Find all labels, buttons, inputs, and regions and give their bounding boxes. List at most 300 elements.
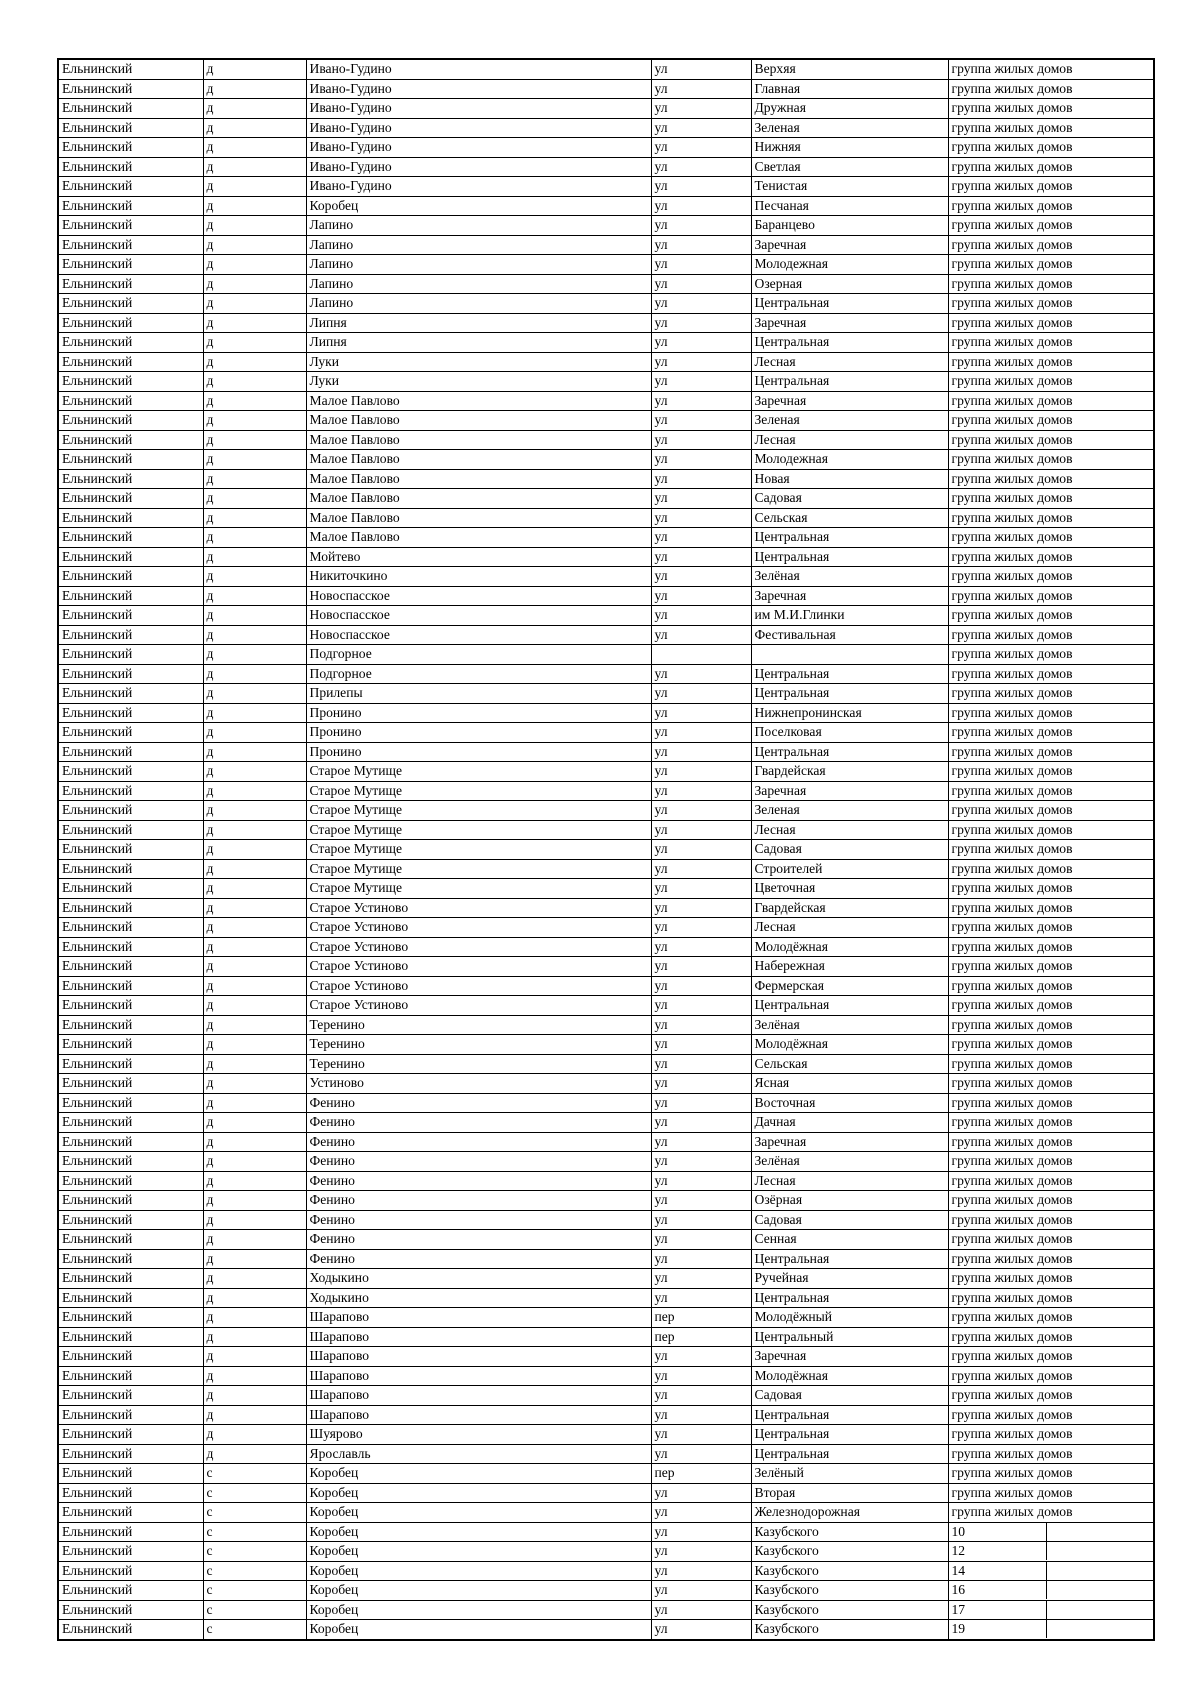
street-name-cell: Центральная — [751, 684, 948, 704]
table-row — [58, 99, 1154, 119]
street-name-cell: Садовая — [751, 1210, 948, 1230]
district-cell: Ельнинский — [58, 1113, 203, 1133]
district-cell: Ельнинский — [58, 294, 203, 314]
settlement-type-cell: д — [203, 1405, 306, 1425]
settlement-name-cell: Новоспасское — [306, 606, 651, 626]
street-type-cell: ул — [651, 606, 751, 626]
house-number: 12 — [949, 1542, 1047, 1560]
settlement-type-cell: д — [203, 352, 306, 372]
building-cell: группа жилых домов — [948, 157, 1154, 177]
building-cell: группа жилых домов — [948, 508, 1154, 528]
street-name-cell: Лесная — [751, 918, 948, 938]
table-row — [58, 1152, 1154, 1172]
district-cell: Ельнинский — [58, 1561, 203, 1581]
street-name-cell: Центральная — [751, 742, 948, 762]
district-cell: Ельнинский — [58, 1210, 203, 1230]
street-type-cell: ул — [651, 391, 751, 411]
settlement-type-cell: с — [203, 1600, 306, 1620]
table-row — [58, 1386, 1154, 1406]
settlement-type-cell: д — [203, 99, 306, 119]
settlement-name-cell: Ивано-Гудино — [306, 59, 651, 79]
table-row — [58, 352, 1154, 372]
settlement-name-cell: Малое Павлово — [306, 450, 651, 470]
settlement-name-cell: Ивано-Гудино — [306, 138, 651, 158]
street-type-cell: ул — [651, 1581, 751, 1601]
settlement-type-cell: д — [203, 703, 306, 723]
settlement-name-cell: Фенино — [306, 1113, 651, 1133]
street-type-cell: ул — [651, 898, 751, 918]
street-type-cell: ул — [651, 118, 751, 138]
street-type-cell: ул — [651, 976, 751, 996]
building-cell: группа жилых домов — [948, 1386, 1154, 1406]
street-type-cell: ул — [651, 1152, 751, 1172]
settlement-name-cell: Подгорное — [306, 645, 651, 665]
settlement-name-cell: Малое Павлово — [306, 528, 651, 548]
district-cell: Ельнинский — [58, 1015, 203, 1035]
street-name-cell: Озерная — [751, 274, 948, 294]
table-row — [58, 742, 1154, 762]
house-number: 17 — [949, 1601, 1047, 1619]
street-type-cell: ул — [651, 1288, 751, 1308]
table-row — [58, 703, 1154, 723]
street-name-cell: Заречная — [751, 391, 948, 411]
street-type-cell: ул — [651, 723, 751, 743]
building-cell: группа жилых домов — [948, 859, 1154, 879]
street-name-cell: Центральная — [751, 1425, 948, 1445]
table-row — [58, 840, 1154, 860]
district-cell: Ельнинский — [58, 216, 203, 236]
address-table-body — [58, 59, 1154, 1640]
street-type-cell: ул — [651, 274, 751, 294]
street-type-cell: ул — [651, 157, 751, 177]
street-name-cell: Заречная — [751, 1132, 948, 1152]
settlement-type-cell: д — [203, 255, 306, 275]
building-cell: группа жилых домов — [948, 352, 1154, 372]
street-name-cell: Лесная — [751, 820, 948, 840]
street-name-cell: Лесная — [751, 352, 948, 372]
settlement-name-cell: Коробец — [306, 196, 651, 216]
building-cell: группа жилых домов — [948, 1191, 1154, 1211]
district-cell: Ельнинский — [58, 489, 203, 509]
settlement-type-cell: д — [203, 1191, 306, 1211]
settlement-type-cell: с — [203, 1581, 306, 1601]
street-type-cell: ул — [651, 294, 751, 314]
settlement-type-cell: д — [203, 1210, 306, 1230]
building-cell — [948, 1561, 1154, 1581]
settlement-name-cell: Старое Устиново — [306, 996, 651, 1016]
settlement-type-cell: д — [203, 664, 306, 684]
district-cell: Ельнинский — [58, 1425, 203, 1445]
table-row — [58, 333, 1154, 353]
settlement-type-cell: д — [203, 372, 306, 392]
settlement-type-cell: д — [203, 1152, 306, 1172]
table-row — [58, 976, 1154, 996]
district-cell: Ельнинский — [58, 196, 203, 216]
settlement-type-cell: д — [203, 996, 306, 1016]
table-row — [58, 1405, 1154, 1425]
table-row — [58, 235, 1154, 255]
settlement-name-cell: Старое Устиново — [306, 957, 651, 977]
district-cell: Ельнинский — [58, 411, 203, 431]
district-cell: Ельнинский — [58, 1152, 203, 1172]
district-cell: Ельнинский — [58, 1132, 203, 1152]
building-cell: группа жилых домов — [948, 1288, 1154, 1308]
settlement-type-cell: д — [203, 625, 306, 645]
street-name-cell: Казубского — [751, 1620, 948, 1640]
district-cell: Ельнинский — [58, 1035, 203, 1055]
street-name-cell: Зеленая — [751, 801, 948, 821]
district-cell: Ельнинский — [58, 1366, 203, 1386]
settlement-type-cell: д — [203, 1132, 306, 1152]
street-name-cell: Главная — [751, 79, 948, 99]
district-cell: Ельнинский — [58, 1308, 203, 1328]
building-cell: группа жилых домов — [948, 1503, 1154, 1523]
street-type-cell: ул — [651, 1425, 751, 1445]
district-cell: Ельнинский — [58, 508, 203, 528]
settlement-name-cell: Старое Мутище — [306, 879, 651, 899]
settlement-type-cell: д — [203, 1269, 306, 1289]
settlement-name-cell: Малое Павлово — [306, 508, 651, 528]
street-name-cell: Садовая — [751, 1386, 948, 1406]
street-name-cell: Песчаная — [751, 196, 948, 216]
settlement-type-cell: д — [203, 1093, 306, 1113]
building-cell: группа жилых домов — [948, 586, 1154, 606]
settlement-type-cell: д — [203, 957, 306, 977]
street-name-cell: Поселковая — [751, 723, 948, 743]
street-type-cell: ул — [651, 333, 751, 353]
district-cell: Ельнинский — [58, 1269, 203, 1289]
building-cell: группа жилых домов — [948, 840, 1154, 860]
building-cell: группа жилых домов — [948, 1113, 1154, 1133]
building-cell: группа жилых домов — [948, 1405, 1154, 1425]
district-cell: Ельнинский — [58, 255, 203, 275]
settlement-type-cell: д — [203, 1366, 306, 1386]
building-cell: группа жилых домов — [948, 1210, 1154, 1230]
table-row — [58, 177, 1154, 197]
street-name-cell: Центральная — [751, 1288, 948, 1308]
street-type-cell: пер — [651, 1327, 751, 1347]
table-row — [58, 762, 1154, 782]
settlement-name-cell: Коробец — [306, 1561, 651, 1581]
street-type-cell: ул — [651, 177, 751, 197]
street-type-cell: ул — [651, 313, 751, 333]
settlement-type-cell: д — [203, 1386, 306, 1406]
street-name-cell: Вторая — [751, 1483, 948, 1503]
street-name-cell — [751, 645, 948, 665]
table-row — [58, 606, 1154, 626]
district-cell: Ельнинский — [58, 450, 203, 470]
street-name-cell: Центральная — [751, 1249, 948, 1269]
table-row — [58, 1425, 1154, 1445]
table-row — [58, 918, 1154, 938]
street-name-cell: Нижнепронинская — [751, 703, 948, 723]
street-type-cell: ул — [651, 840, 751, 860]
table-row — [58, 781, 1154, 801]
district-cell: Ельнинский — [58, 976, 203, 996]
settlement-type-cell: д — [203, 547, 306, 567]
table-row — [58, 1600, 1154, 1620]
street-type-cell: ул — [651, 352, 751, 372]
settlement-type-cell: д — [203, 508, 306, 528]
settlement-name-cell: Ивано-Гудино — [306, 118, 651, 138]
street-type-cell: ул — [651, 235, 751, 255]
table-row — [58, 547, 1154, 567]
building-cell: группа жилых домов — [948, 1093, 1154, 1113]
table-row — [58, 1054, 1154, 1074]
street-type-cell: ул — [651, 781, 751, 801]
street-name-cell: Дачная — [751, 1113, 948, 1133]
settlement-type-cell: д — [203, 762, 306, 782]
settlement-name-cell: Новоспасское — [306, 586, 651, 606]
settlement-type-cell: д — [203, 1425, 306, 1445]
street-type-cell: ул — [651, 1542, 751, 1562]
table-row — [58, 1620, 1154, 1640]
building-cell: группа жилых домов — [948, 59, 1154, 79]
settlement-type-cell: д — [203, 1308, 306, 1328]
settlement-type-cell: д — [203, 196, 306, 216]
settlement-name-cell: Ходыкино — [306, 1269, 651, 1289]
table-row — [58, 1561, 1154, 1581]
street-name-cell: Сенная — [751, 1230, 948, 1250]
settlement-type-cell: д — [203, 742, 306, 762]
district-cell: Ельнинский — [58, 1581, 203, 1601]
building-cell: группа жилых домов — [948, 976, 1154, 996]
table-row — [58, 196, 1154, 216]
street-name-cell: Казубского — [751, 1581, 948, 1601]
settlement-name-cell: Фенино — [306, 1249, 651, 1269]
street-type-cell: ул — [651, 762, 751, 782]
table-row — [58, 625, 1154, 645]
table-row — [58, 645, 1154, 665]
street-type-cell: ул — [651, 1113, 751, 1133]
district-cell: Ельнинский — [58, 1249, 203, 1269]
table-row — [58, 1366, 1154, 1386]
settlement-type-cell: д — [203, 898, 306, 918]
street-name-cell: Заречная — [751, 586, 948, 606]
street-name-cell: Центральный — [751, 1327, 948, 1347]
building-cell: группа жилых домов — [948, 138, 1154, 158]
settlement-name-cell: Малое Павлово — [306, 391, 651, 411]
street-type-cell: ул — [651, 918, 751, 938]
district-cell: Ельнинский — [58, 372, 203, 392]
settlement-type-cell: д — [203, 469, 306, 489]
street-name-cell: Ручейная — [751, 1269, 948, 1289]
table-row — [58, 1093, 1154, 1113]
building-cell: группа жилых домов — [948, 645, 1154, 665]
settlement-type-cell: д — [203, 177, 306, 197]
street-name-cell: Светлая — [751, 157, 948, 177]
building-cell: группа жилых домов — [948, 528, 1154, 548]
building-cell: группа жилых домов — [948, 333, 1154, 353]
street-type-cell: ул — [651, 996, 751, 1016]
street-name-cell: Гвардейская — [751, 762, 948, 782]
street-name-cell: Заречная — [751, 1347, 948, 1367]
street-type-cell: ул — [651, 1561, 751, 1581]
settlement-name-cell: Прилепы — [306, 684, 651, 704]
settlement-name-cell: Фенино — [306, 1210, 651, 1230]
street-name-cell: Молодёжная — [751, 1366, 948, 1386]
settlement-name-cell: Старое Мутище — [306, 820, 651, 840]
district-cell: Ельнинский — [58, 567, 203, 587]
settlement-name-cell: Ярославль — [306, 1444, 651, 1464]
building-cell: группа жилых домов — [948, 216, 1154, 236]
street-name-cell: Дружная — [751, 99, 948, 119]
settlement-name-cell: Ходыкино — [306, 1288, 651, 1308]
table-row — [58, 508, 1154, 528]
settlement-type-cell: д — [203, 294, 306, 314]
building-cell: группа жилых домов — [948, 99, 1154, 119]
street-name-cell: Заречная — [751, 235, 948, 255]
street-type-cell: ул — [651, 138, 751, 158]
district-cell: Ельнинский — [58, 1347, 203, 1367]
street-name-cell: Нижняя — [751, 138, 948, 158]
settlement-type-cell: д — [203, 567, 306, 587]
settlement-type-cell: д — [203, 606, 306, 626]
street-type-cell: ул — [651, 1035, 751, 1055]
settlement-type-cell: д — [203, 118, 306, 138]
building-cell: группа жилых домов — [948, 372, 1154, 392]
street-type-cell: ул — [651, 255, 751, 275]
settlement-name-cell: Никиточкино — [306, 567, 651, 587]
building-cell: группа жилых домов — [948, 313, 1154, 333]
street-name-cell: Казубского — [751, 1561, 948, 1581]
settlement-name-cell: Коробец — [306, 1620, 651, 1640]
settlement-name-cell: Фенино — [306, 1171, 651, 1191]
street-name-cell: Центральная — [751, 372, 948, 392]
district-cell: Ельнинский — [58, 723, 203, 743]
street-name-cell: Садовая — [751, 489, 948, 509]
table-row — [58, 1210, 1154, 1230]
settlement-type-cell: д — [203, 723, 306, 743]
street-type-cell: ул — [651, 1210, 751, 1230]
building-cell: группа жилых домов — [948, 918, 1154, 938]
street-type-cell: ул — [651, 489, 751, 509]
district-cell: Ельнинский — [58, 469, 203, 489]
settlement-name-cell: Липня — [306, 333, 651, 353]
building-cell: группа жилых домов — [948, 118, 1154, 138]
street-name-cell: Молодежная — [751, 255, 948, 275]
settlement-name-cell: Старое Мутище — [306, 859, 651, 879]
street-type-cell: ул — [651, 625, 751, 645]
settlement-type-cell: д — [203, 216, 306, 236]
street-name-cell: Зелёная — [751, 1015, 948, 1035]
street-type-cell: ул — [651, 1269, 751, 1289]
building-cell: группа жилых домов — [948, 1152, 1154, 1172]
settlement-type-cell: д — [203, 976, 306, 996]
street-name-cell: Ясная — [751, 1074, 948, 1094]
street-type-cell: ул — [651, 1503, 751, 1523]
table-row — [58, 430, 1154, 450]
settlement-type-cell: д — [203, 879, 306, 899]
street-type-cell: ул — [651, 528, 751, 548]
settlement-type-cell: с — [203, 1561, 306, 1581]
settlement-name-cell: Шарапово — [306, 1405, 651, 1425]
settlement-type-cell: д — [203, 801, 306, 821]
table-row — [58, 157, 1154, 177]
settlement-name-cell: Теренино — [306, 1015, 651, 1035]
street-type-cell: ул — [651, 196, 751, 216]
district-cell: Ельнинский — [58, 957, 203, 977]
street-name-cell: Зелёный — [751, 1464, 948, 1484]
building-cell: группа жилых домов — [948, 1074, 1154, 1094]
settlement-type-cell: д — [203, 1230, 306, 1250]
settlement-type-cell: д — [203, 1171, 306, 1191]
table-row — [58, 1542, 1154, 1562]
table-row — [58, 1015, 1154, 1035]
street-type-cell: ул — [651, 1444, 751, 1464]
street-type-cell: ул — [651, 547, 751, 567]
settlement-type-cell: д — [203, 937, 306, 957]
address-table — [57, 58, 1155, 1641]
building-cell: группа жилых домов — [948, 820, 1154, 840]
table-row — [58, 1503, 1154, 1523]
street-name-cell: Зеленая — [751, 411, 948, 431]
settlement-type-cell: д — [203, 1035, 306, 1055]
street-type-cell: ул — [651, 801, 751, 821]
building-cell: группа жилых домов — [948, 1132, 1154, 1152]
settlement-type-cell: д — [203, 528, 306, 548]
building-cell: группа жилых домов — [948, 177, 1154, 197]
district-cell: Ельнинский — [58, 528, 203, 548]
table-row — [58, 1035, 1154, 1055]
district-cell: Ельнинский — [58, 1483, 203, 1503]
district-cell: Ельнинский — [58, 79, 203, 99]
table-row — [58, 879, 1154, 899]
street-name-cell: Центральная — [751, 547, 948, 567]
street-type-cell: ул — [651, 1054, 751, 1074]
street-name-cell: Гвардейская — [751, 898, 948, 918]
district-cell: Ельнинский — [58, 1503, 203, 1523]
settlement-name-cell: Ивано-Гудино — [306, 79, 651, 99]
table-row — [58, 313, 1154, 333]
street-name-cell: Казубского — [751, 1522, 948, 1542]
district-cell: Ельнинский — [58, 937, 203, 957]
district-cell: Ельнинский — [58, 118, 203, 138]
settlement-name-cell: Старое Мутище — [306, 840, 651, 860]
settlement-type-cell: д — [203, 157, 306, 177]
settlement-name-cell: Новоспасское — [306, 625, 651, 645]
building-cell: группа жилых домов — [948, 567, 1154, 587]
table-row — [58, 1444, 1154, 1464]
street-type-cell: ул — [651, 1366, 751, 1386]
district-cell: Ельнинский — [58, 157, 203, 177]
street-name-cell: Сельская — [751, 508, 948, 528]
building-cell: группа жилых домов — [948, 1308, 1154, 1328]
street-type-cell: ул — [651, 411, 751, 431]
street-type-cell: ул — [651, 957, 751, 977]
street-type-cell: ул — [651, 99, 751, 119]
table-row — [58, 567, 1154, 587]
district-cell: Ельнинский — [58, 333, 203, 353]
settlement-name-cell: Теренино — [306, 1035, 651, 1055]
street-name-cell: Казубского — [751, 1600, 948, 1620]
building-cell: группа жилых домов — [948, 1015, 1154, 1035]
house-number: 19 — [949, 1620, 1047, 1638]
house-number: 10 — [949, 1523, 1047, 1541]
table-row — [58, 1308, 1154, 1328]
settlement-name-cell: Малое Павлово — [306, 489, 651, 509]
settlement-name-cell: Фенино — [306, 1230, 651, 1250]
street-name-cell: Зеленая — [751, 118, 948, 138]
street-name-cell: Заречная — [751, 781, 948, 801]
street-name-cell: Лесная — [751, 1171, 948, 1191]
settlement-name-cell: Лапино — [306, 255, 651, 275]
table-row — [58, 801, 1154, 821]
table-row — [58, 528, 1154, 548]
street-name-cell: Центральная — [751, 333, 948, 353]
building-cell: группа жилых домов — [948, 469, 1154, 489]
table-row — [58, 820, 1154, 840]
